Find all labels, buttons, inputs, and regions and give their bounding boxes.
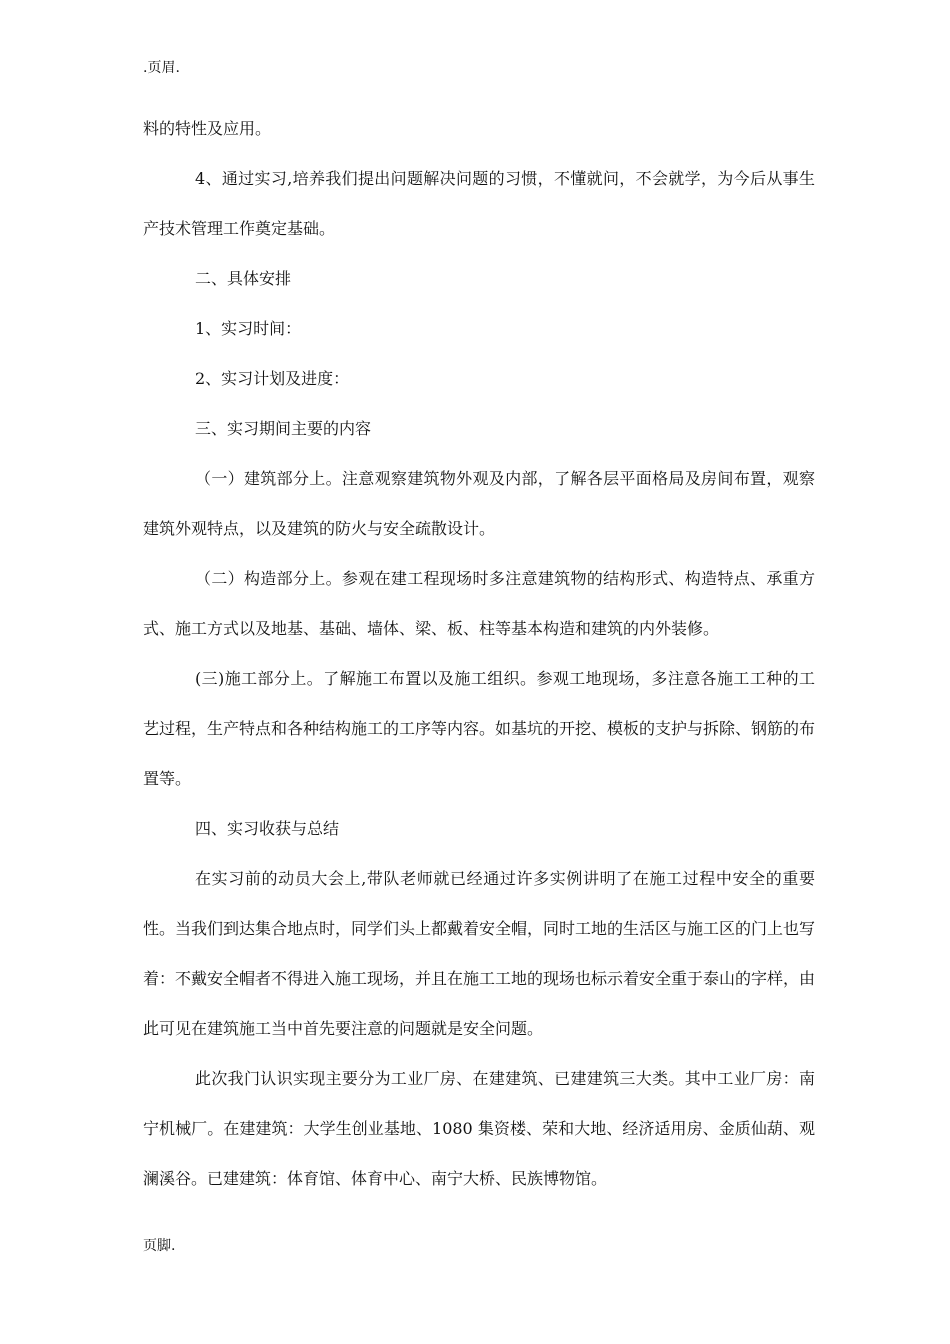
paragraph: 料的特性及应用。 bbox=[143, 119, 272, 138]
paragraph: （一）建筑部分上。注意观察建筑物外观及内部，了解各层平面格局及房间布置，观察建筑外观特点，以及建筑的防火与安全疏散设计。 bbox=[143, 469, 815, 538]
section-heading: 四、实习收获与总结 bbox=[195, 819, 340, 838]
document-body bbox=[143, 104, 815, 1204]
section-heading: 二、具体安排 bbox=[195, 269, 292, 288]
section-heading: 三、实习期间主要的内容 bbox=[195, 419, 372, 438]
paragraph: 此次我门认识实现主要分为工业厂房、在建建筑、已建建筑三大类。其中工业厂房：南宁机械厂。在建建筑：大学生创业基地、1080 集资楼、荣和大地、经济适用房、金质仙葫、观澜溪谷。已建建筑：体育馆、体育中心、南宁大桥、民族博物馆。 bbox=[143, 1069, 815, 1188]
page-footer: 页脚. bbox=[143, 1238, 176, 1254]
paragraph: 4、通过实习,培养我们提出问题解决问题的习惯，不懂就问，不会就学，为今后从事生产技术管理工作奠定基础。 bbox=[143, 169, 815, 238]
paragraph: (三)施工部分上。了解施工布置以及施工组织。参观工地现场，多注意各施工工种的工艺过程，生产特点和各种结构施工的工序等内容。如基坑的开挖、模板的支护与拆除、钢筋的布置等。 bbox=[143, 669, 816, 788]
paragraph: 1、实习时间： bbox=[195, 319, 302, 338]
paragraph: 2、实习计划及进度： bbox=[195, 369, 350, 388]
page-header: .页眉. bbox=[143, 60, 180, 76]
paragraph: 在实习前的动员大会上,带队老师就已经通过许多实例讲明了在施工过程中安全的重要性。当我们到达集合地点时，同学们头上都戴着安全帽，同时工地的生活区与施工区的门上也写着：不戴安全帽者不得进入施工现场，并且在施工工地的现场也标示着安全重于泰山的字样，由此可见在建筑施工当中首先要注意的问题就是安全问题。 bbox=[143, 869, 816, 1038]
paragraph: （二）构造部分上。参观在建工程现场时多注意建筑物的结构形式、构造特点、承重方式、施工方式以及地基、基础、墙体、梁、板、柱等基本构造和建筑的内外装修。 bbox=[143, 569, 815, 638]
